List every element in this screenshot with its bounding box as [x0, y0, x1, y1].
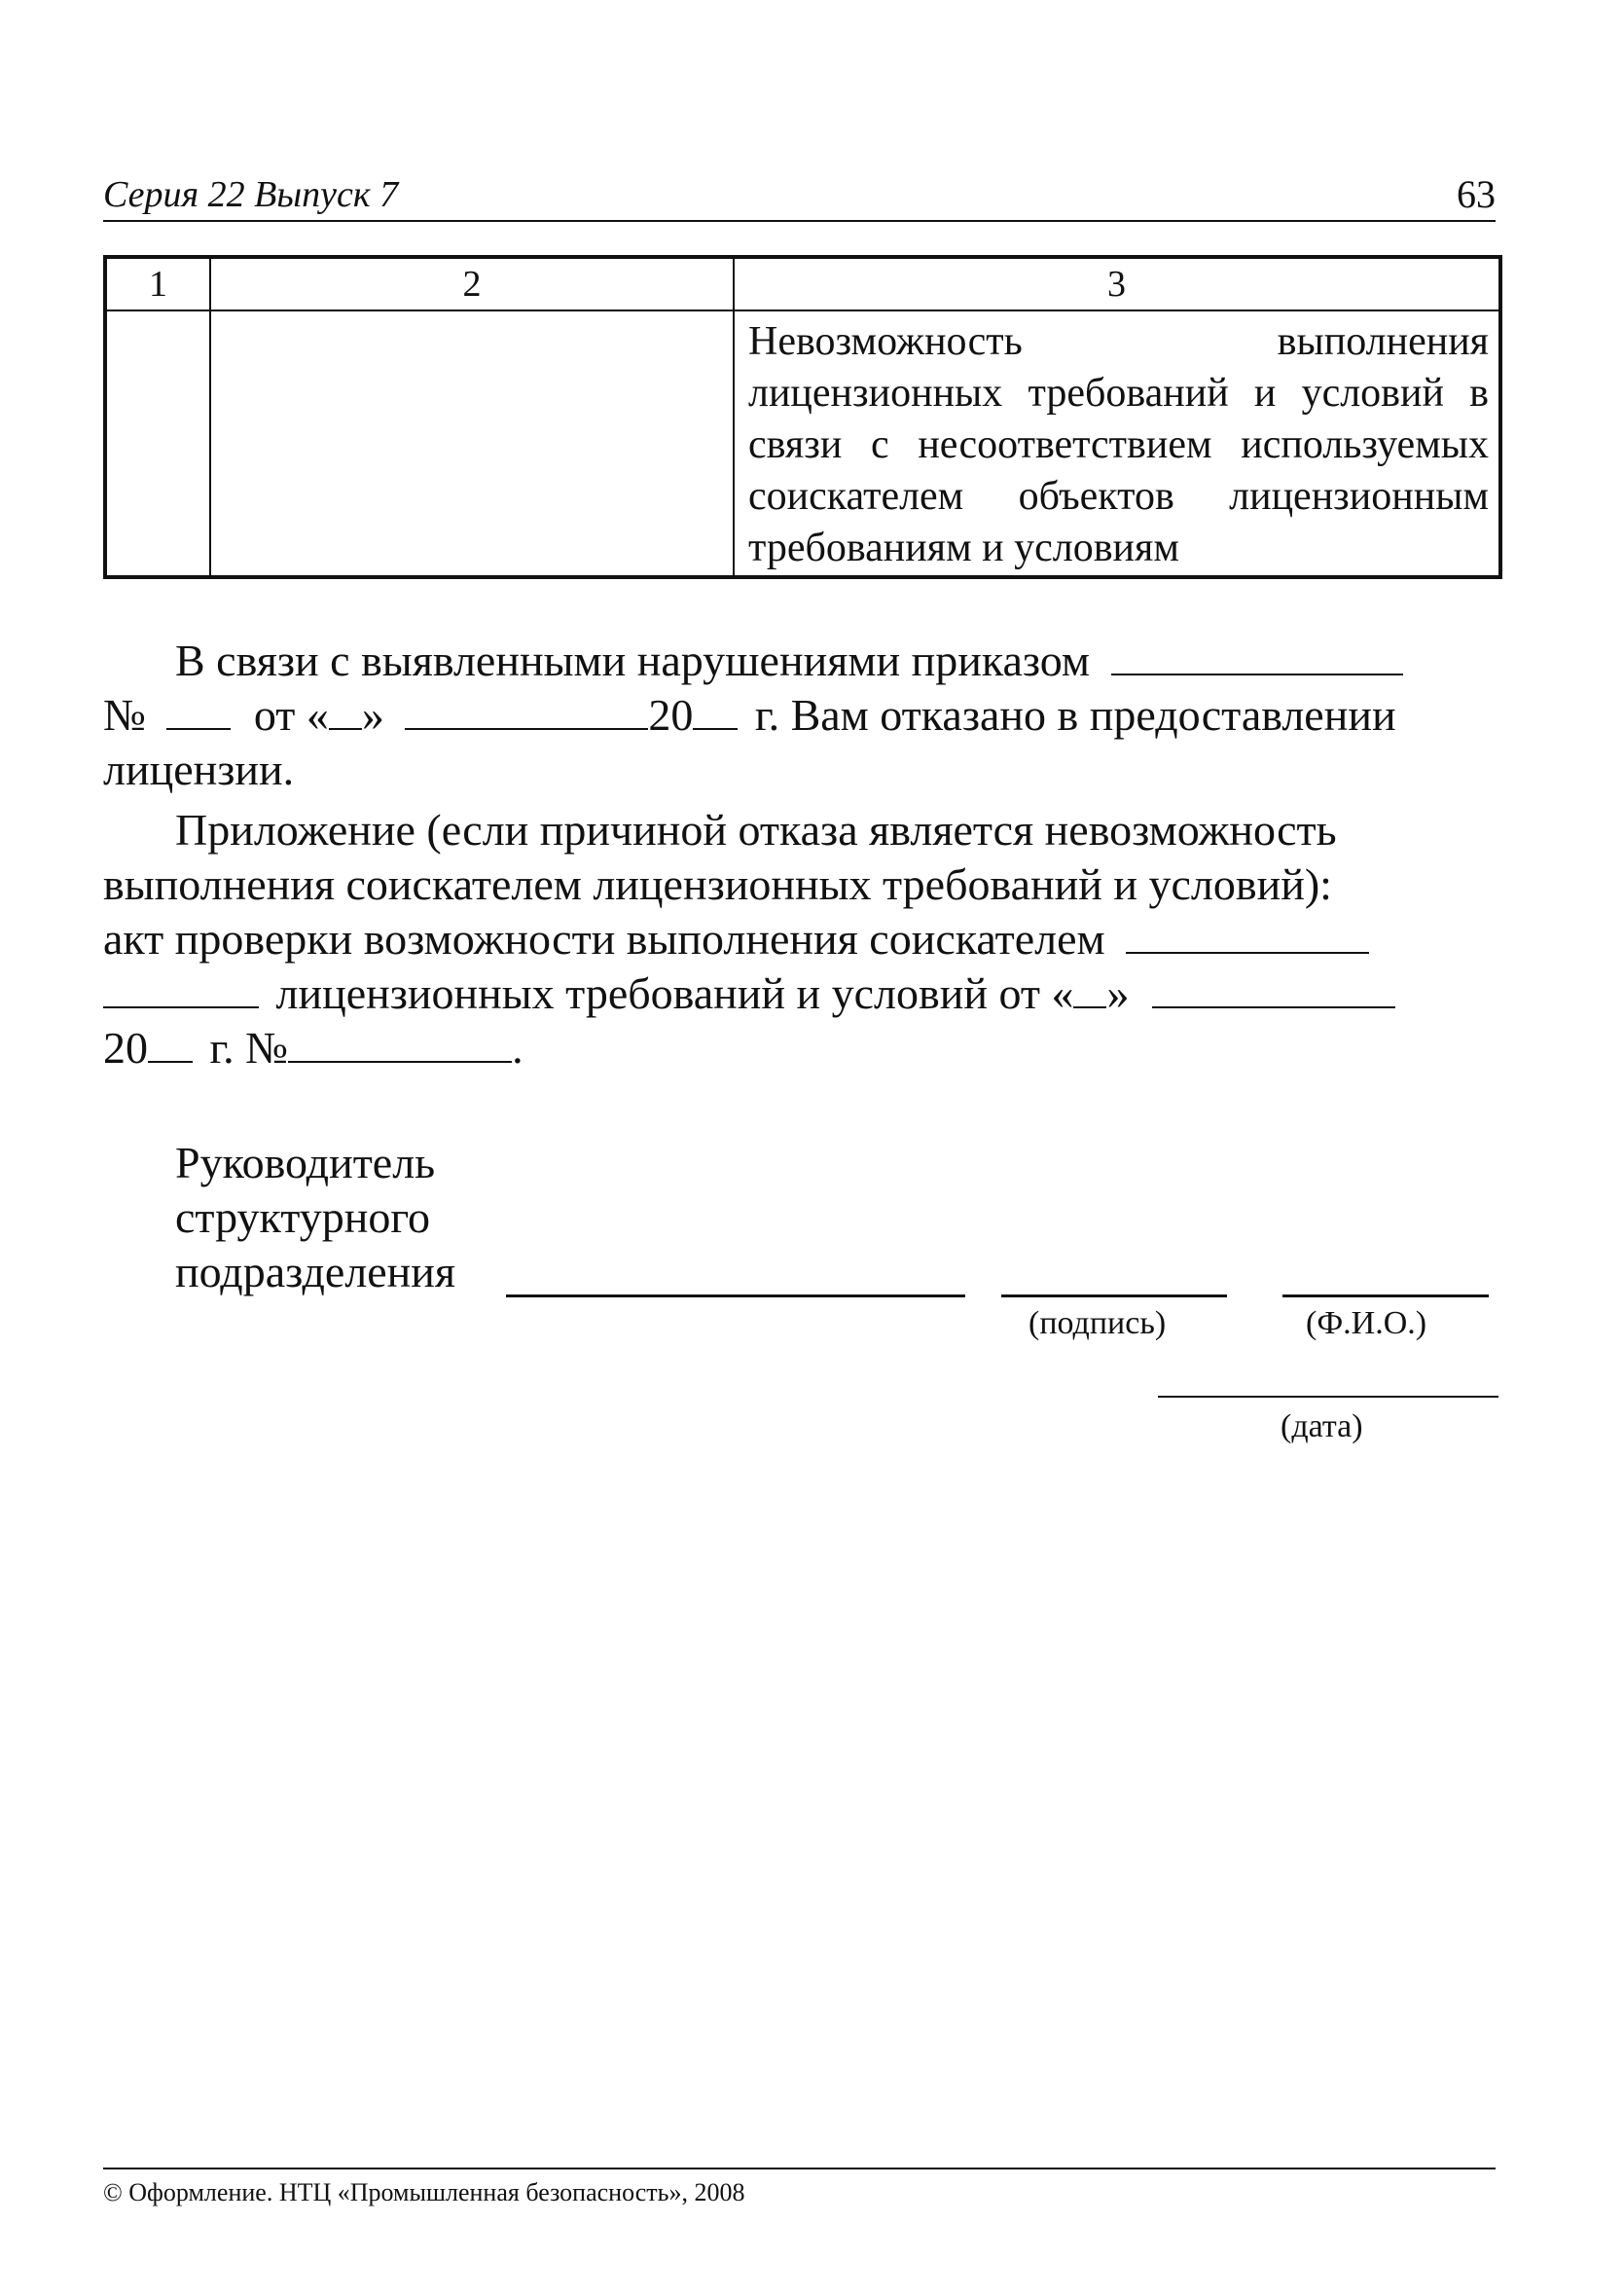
table-header-col3: 3: [734, 257, 1500, 310]
text: »: [361, 690, 384, 740]
paragraph-2-line-4: [103, 966, 1395, 1021]
caption-date: (дата): [1281, 1408, 1363, 1444]
text: акт проверки возможности выполнения соискателем: [103, 914, 1105, 964]
signature-title-line-2: структурного: [175, 1192, 431, 1242]
order-blank: [1111, 635, 1403, 675]
caption-name: (Ф.И.О.): [1306, 1305, 1427, 1341]
paragraph-1-line-3: лицензии.: [103, 745, 295, 794]
text: В связи с выявленными нарушениями приказом: [175, 636, 1091, 685]
table-cell-reason: Невозможность выполнения лицензионных требований и условий в связи с несоответствием используемых соискателем объектов лицензионным требованиям и условиям: [734, 310, 1500, 577]
table-header-col2: 2: [210, 257, 734, 310]
paragraph-2-line-5: [103, 1021, 523, 1075]
day-blank: [329, 689, 362, 730]
applicant-blank: [1126, 913, 1369, 954]
signature-line: [1001, 1294, 1227, 1297]
header-rule: [103, 220, 1496, 222]
paragraph-2-line-2: выполнения соискателем лицензионных требований и условий):: [103, 859, 1332, 909]
text: лицензионных требований и условий от «: [275, 968, 1074, 1018]
running-header-series: Серия 22 Выпуск 7: [103, 174, 399, 215]
paragraph-1-line-1: [175, 634, 1403, 688]
table-cell-col2: [210, 310, 734, 577]
month-blank: [405, 689, 648, 730]
page-number: 63: [1457, 172, 1496, 216]
text: 20: [648, 690, 694, 740]
day-blank: [1073, 967, 1106, 1008]
footer-copyright: © Оформление. НТЦ «Промышленная безопасность», 2008: [103, 2178, 745, 2206]
table-row: [105, 310, 1500, 577]
text: от «: [253, 690, 329, 740]
act-number-blank: [288, 1022, 512, 1063]
table-cell-col1: [105, 310, 210, 577]
unit-line: [506, 1294, 965, 1297]
year-blank: [693, 689, 738, 730]
paragraph-2-line-1: Приложение (если причиной отказа является невозможность: [175, 805, 1337, 855]
paragraph-2-line-3: [103, 912, 1369, 966]
date-line: [1158, 1396, 1498, 1398]
signature-title-line-1: Руководитель: [175, 1138, 436, 1187]
signature-title-line-3: подразделения: [175, 1247, 456, 1296]
footer-rule: [103, 2168, 1496, 2169]
applicant-blank-continued: [103, 967, 259, 1008]
reasons-table: [103, 255, 1502, 579]
text: г. №: [209, 1023, 289, 1073]
paragraph-1-line-2: [103, 688, 1396, 743]
name-line: [1282, 1294, 1489, 1297]
year-blank: [148, 1022, 193, 1063]
text: г. Вам отказано в предоставлении: [754, 690, 1396, 740]
text: №: [103, 690, 146, 740]
number-blank: [166, 689, 231, 730]
caption-signature: (подпись): [1029, 1305, 1167, 1341]
text: 20: [103, 1023, 148, 1073]
text: .: [512, 1023, 523, 1073]
text: »: [1106, 968, 1130, 1018]
table-header-col1: 1: [105, 257, 210, 310]
table-header-row: [105, 257, 1500, 310]
month-blank: [1152, 967, 1395, 1008]
